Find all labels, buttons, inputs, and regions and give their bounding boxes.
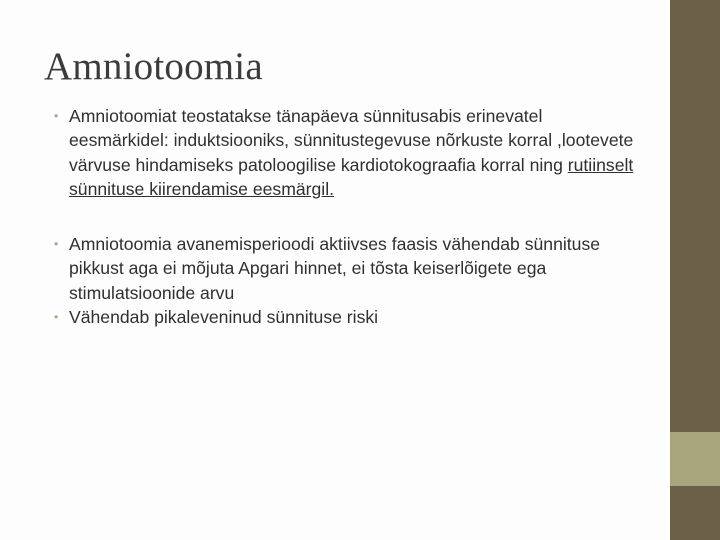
bullet-underlined-text: rutiinselt sünnituse kiirendamise eesmärgil. bbox=[69, 154, 634, 199]
slide-content bbox=[52, 104, 637, 329]
decorative-strip-middle bbox=[668, 432, 720, 486]
bullet-text: Amniotoomiat teostatakse tänapäeva sünnitusabis erinevatel eesmärkidel: induktsiooniks, sünnitustegevuse nõrkuste korral ,lootevete värvuse hindamiseks patoloogilise kardiotokograafia korral ning bbox=[69, 106, 634, 175]
bullet-text: Vähendab pikaleveninud sünnituse riski bbox=[69, 307, 379, 328]
decorative-strip-bottom bbox=[668, 486, 720, 540]
bullet-list bbox=[52, 104, 637, 329]
bullet-dot-icon: • bbox=[54, 237, 59, 252]
decorative-divider bbox=[666, 0, 670, 540]
decorative-strip-top bbox=[668, 0, 720, 432]
bullet-item bbox=[52, 104, 637, 201]
bullet-dot-icon: • bbox=[54, 109, 59, 123]
bullet-dot-icon: • bbox=[54, 310, 59, 325]
bullet-text: Amniotoomia avanemisperioodi aktiivses faasis vähendab sünnituse pikkust aga ei mõjuta Apgari hinnet, ei tõsta keiserlõigete ega stimulatsioonide arvu bbox=[69, 234, 601, 303]
bullet-item bbox=[52, 232, 637, 305]
slide-title: Amniotoomia bbox=[44, 45, 263, 88]
bullet-item bbox=[52, 305, 637, 329]
